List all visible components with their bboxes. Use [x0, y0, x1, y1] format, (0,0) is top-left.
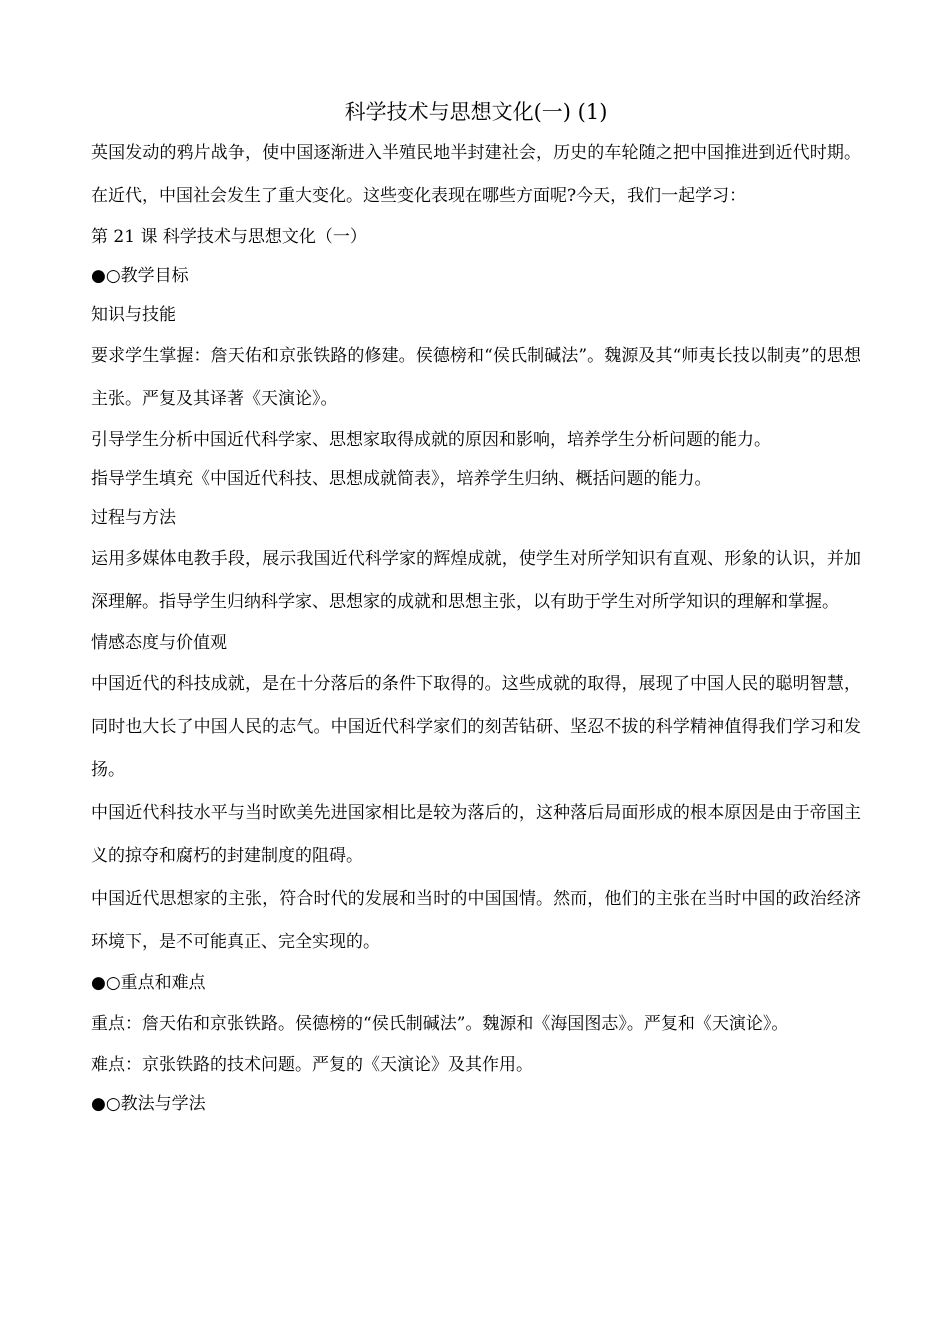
subheading-emotion: 情感态度与价值观	[91, 633, 227, 653]
subheading-knowledge: 知识与技能	[91, 305, 176, 325]
emotion-paragraph-1: 中国近代的科技成就，是在十分落后的条件下取得的。这些成就的取得，展现了中国人民的聪明智慧，同时也大长了中国人民的志气。中国近代科学家们的刻苦钻研、坚忍不拔的科学精神值得我们学习和发扬。	[91, 674, 861, 780]
knowledge-paragraph-1: 要求学生掌握：詹天佑和京张铁路的修建。侯德榜和“侯氏制碱法”。魏源及其“师夷长技以制夷”的思想主张。严复及其译著《天演论》。	[91, 346, 861, 409]
section-heading-goals: ●○教学目标	[91, 266, 189, 286]
emotion-paragraph-2: 中国近代科技水平与当时欧美先进国家相比是较为落后的，这种落后局面形成的根本原因是由于帝国主义的掠夺和腐朽的封建制度的阻碍。	[91, 803, 861, 866]
section-heading-key-points: ●○重点和难点	[91, 973, 206, 993]
emotion-paragraph-3: 中国近代思想家的主张，符合时代的发展和当时的中国国情。然而，他们的主张在当时中国的政治经济环境下，是不可能真正、完全实现的。	[91, 889, 861, 952]
document-title: 科学技术与思想文化(一) (1)	[344, 100, 608, 124]
document-page	[91, 96, 861, 1124]
intro-paragraph: 英国发动的鸦片战争，使中国逐渐进入半殖民地半封建社会，历史的车轮随之把中国推进到近代时期。在近代，中国社会发生了重大变化。这些变化表现在哪些方面呢?今天，我们一起学习：	[91, 143, 861, 206]
knowledge-paragraph-2: 引导学生分析中国近代科学家、思想家取得成就的原因和影响，培养学生分析问题的能力。	[91, 430, 771, 450]
process-paragraph: 运用多媒体电教手段，展示我国近代科学家的辉煌成就，使学生对所学知识有直观、形象的认识，并加深理解。指导学生归纳科学家、思想家的成就和思想主张，以有助于学生对所学知识的理解和掌握。	[91, 549, 861, 612]
knowledge-paragraph-3: 指导学生填充《中国近代科技、思想成就简表》，培养学生归纳、概括问题的能力。	[91, 469, 712, 489]
difficult-points-paragraph: 难点：京张铁路的技术问题。严复的《天演论》及其作用。	[91, 1055, 533, 1075]
section-heading-methods: ●○教法与学法	[91, 1094, 206, 1114]
lesson-title: 第 21 课 科学技术与思想文化（一）	[91, 227, 367, 247]
key-points-paragraph: 重点：詹天佑和京张铁路。侯德榜的“侯氏制碱法”。魏源和《海国图志》。严复和《天演论》。	[91, 1014, 789, 1034]
subheading-process: 过程与方法	[91, 508, 176, 528]
